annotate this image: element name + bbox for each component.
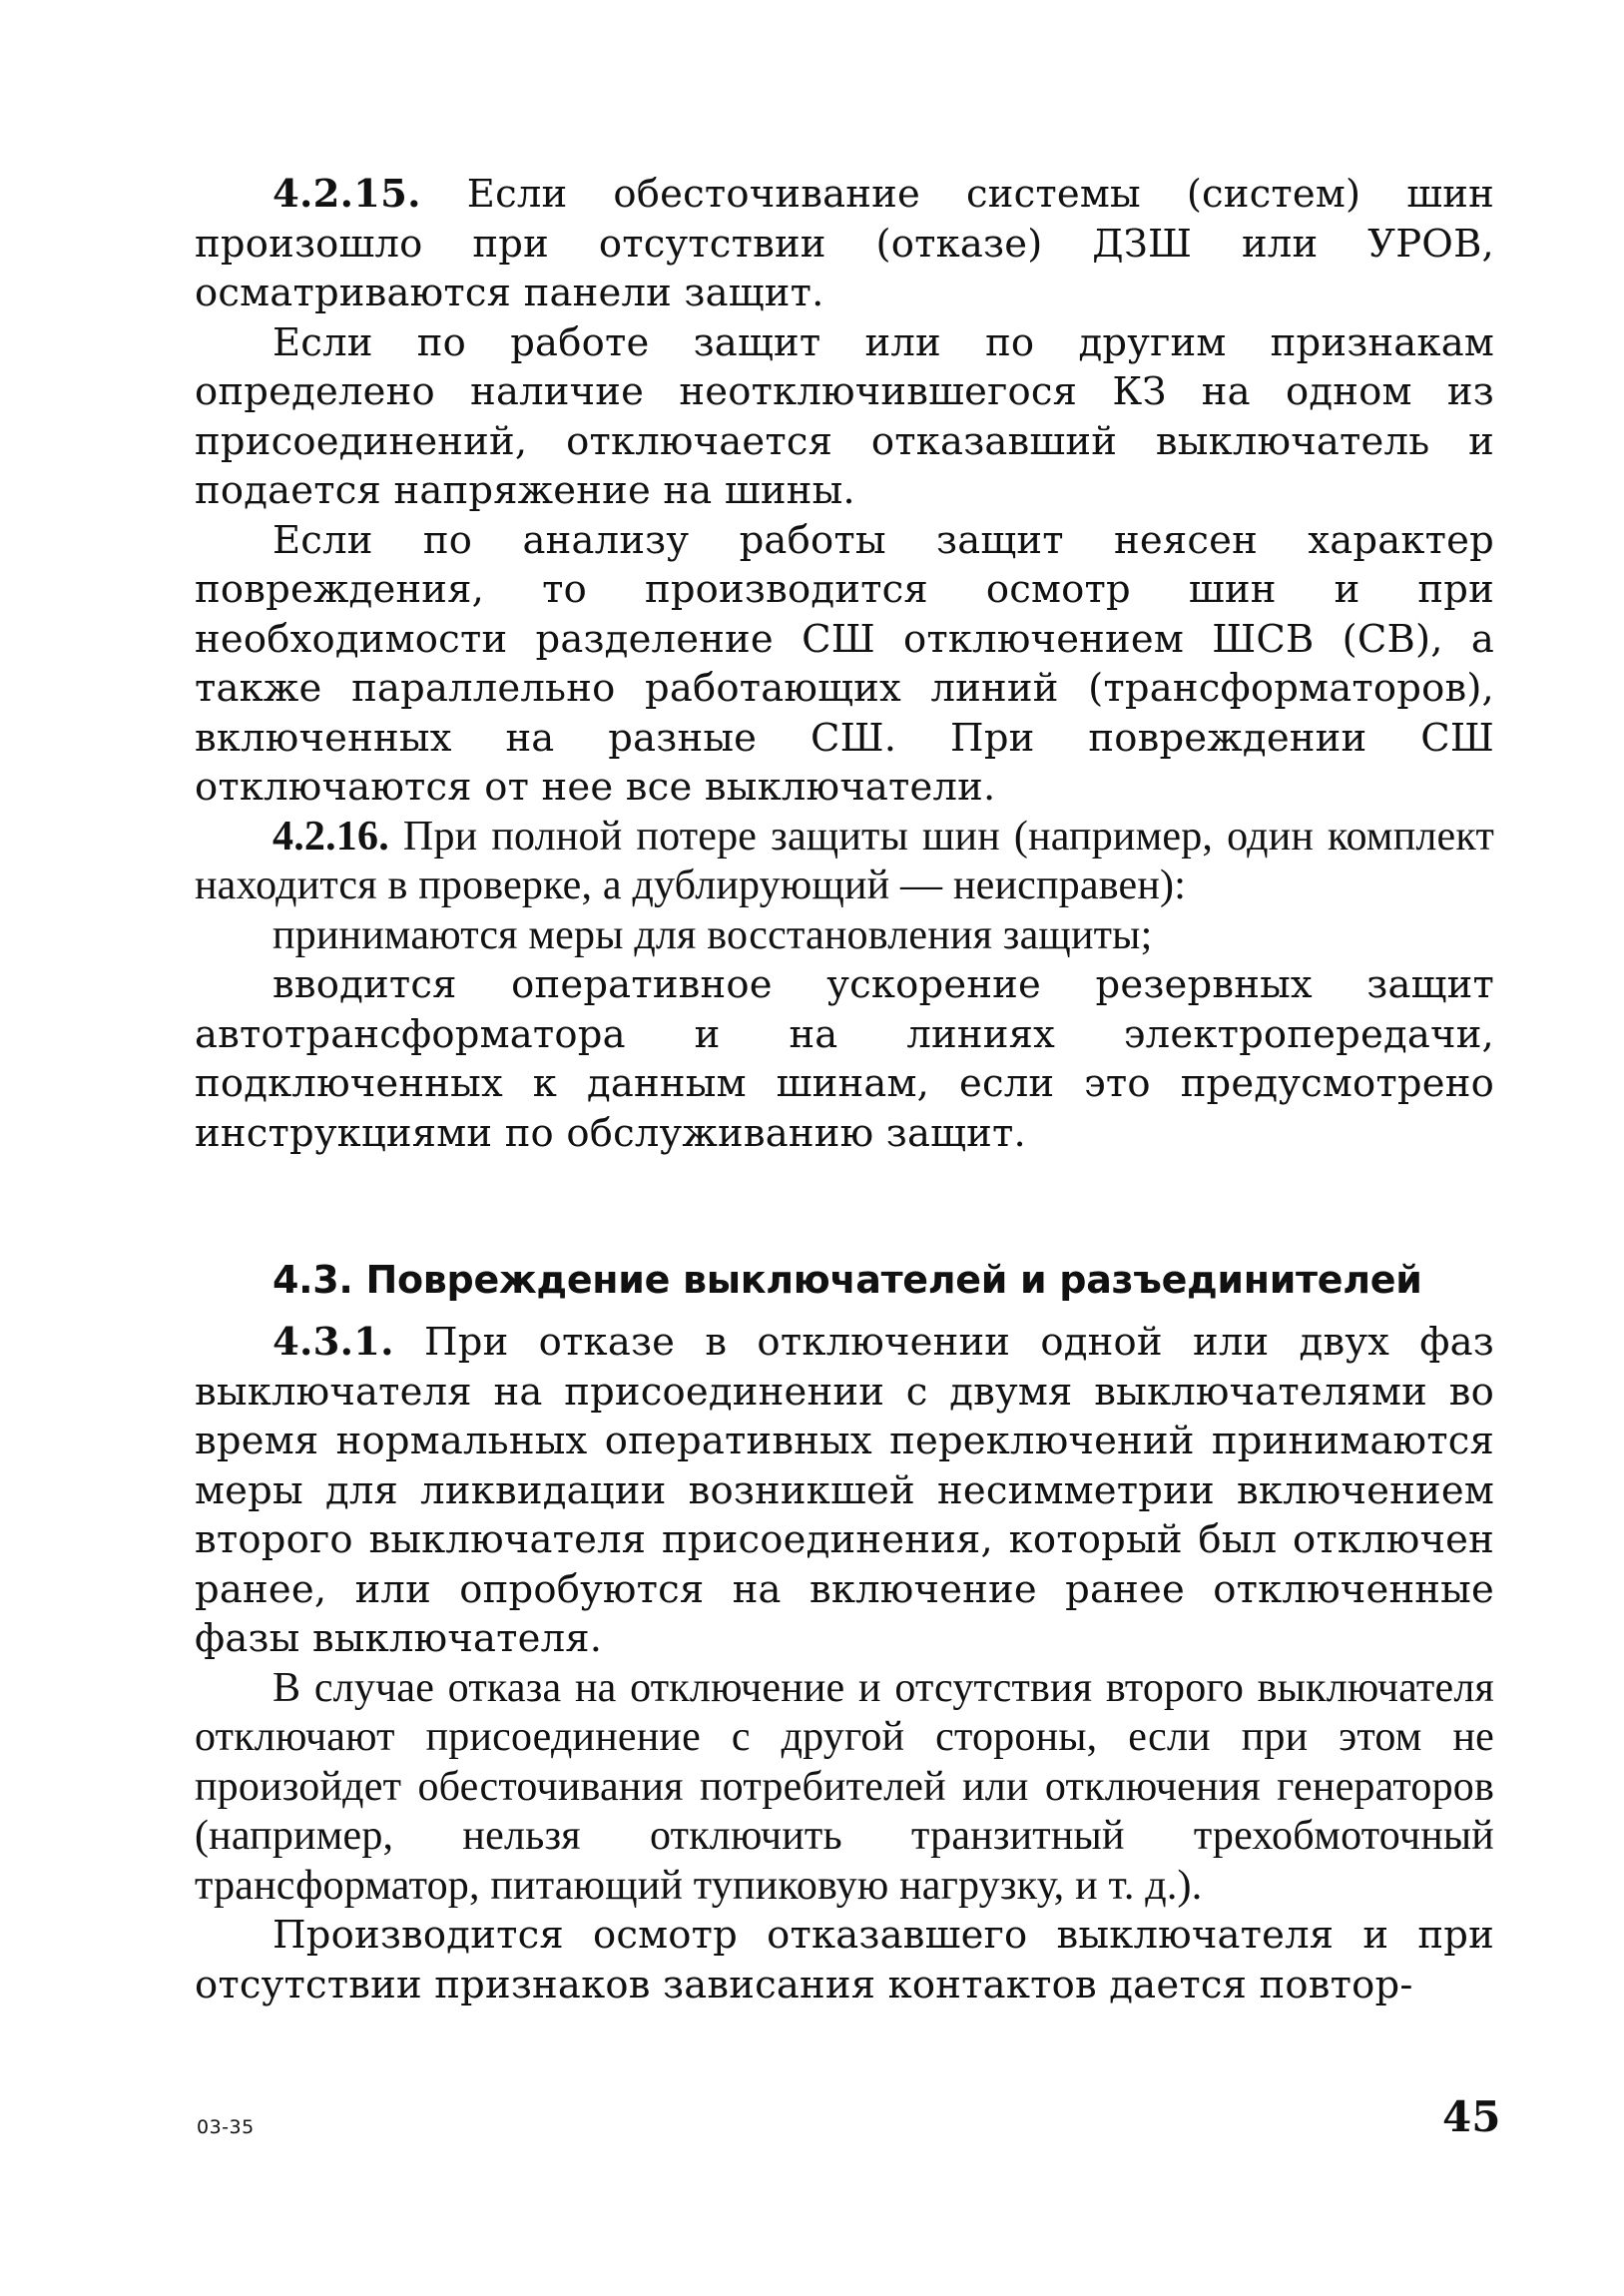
clause-number: 4.2.16.: [272, 813, 389, 860]
clause-number: 4.2.15.: [272, 172, 421, 217]
paragraph-4-2-16: [195, 813, 1494, 911]
paragraph-4-2-15-c: Если по анализу работы защит неясен характер повреждения, то производится осмотр шин и при необходимости разделение СШ отключением ШСВ (СВ), а также параллельно работающих линий (трансформаторов), включенных на разные СШ. При повреждении СШ отключаются от нее все выключатели.: [195, 517, 1494, 810]
footer-code: 03-35: [197, 2116, 255, 2138]
section-heading-4-3: 4.3. Повреждение выключателей и разъединителей: [272, 1258, 1422, 1302]
paragraph-4-3-1: [195, 1318, 1494, 1664]
paragraph-4-2-15-b: Если по работе защит или по другим признакам определено наличие неотключившегося КЗ на одном из присоединений, отключается отказавший выключатель и подается напряжение на шины.: [195, 319, 1494, 513]
paragraph-text: При полной потере защиты шин (например, один комплект находится в проверке, а дублирующий — неисправен):: [195, 813, 1494, 908]
clause-number: 4.3.1.: [272, 1320, 394, 1365]
paragraph-text: При отказе в отключении одной или двух фаз выключателя на присоединении с двумя выключателями во время нормальных оперативных переключений принимаются меры для ликвидации возникшей несимметрии включением второго выключателя присоединения, который был отключен ранее, или опробуются на включение ранее отключенные фазы выключателя.: [195, 1320, 1494, 1661]
paragraph-text: Если обесточивание системы (систем) шин произошло при отсутствии (отказе) ДЗШ или УРОВ, осматриваются панели защит.: [195, 172, 1494, 315]
document-page: [195, 170, 1494, 2009]
paragraph-4-2-16-b: принимаются меры для восстановления защиты;: [272, 911, 1153, 958]
page-number: 45: [1442, 2092, 1501, 2141]
paragraph-4-3-1-b: В случае отказа на отключение и отсутствия второго выключателя отключают присоединение с другой стороны, если при этом не произойдет обесточивания потребителей или отключения генераторов (например, нельзя отключить транзитный трехобмоточный трансформатор, питающий тупиковую нагрузку, и т. д.).: [195, 1664, 1494, 1909]
paragraph-4-3-1-c: Производится осмотр отказавшего выключателя и при отсутствии признаков зависания контактов дается повтор-: [195, 1913, 1494, 2008]
paragraph-4-2-15: [195, 170, 1494, 318]
paragraph-4-2-16-c: вводится оперативное ускорение резервных защит автотрансформатора и на линиях электропередачи, подключенных к данным шинам, если это предусмотрено инструкциями по обслуживанию защит.: [195, 962, 1494, 1156]
